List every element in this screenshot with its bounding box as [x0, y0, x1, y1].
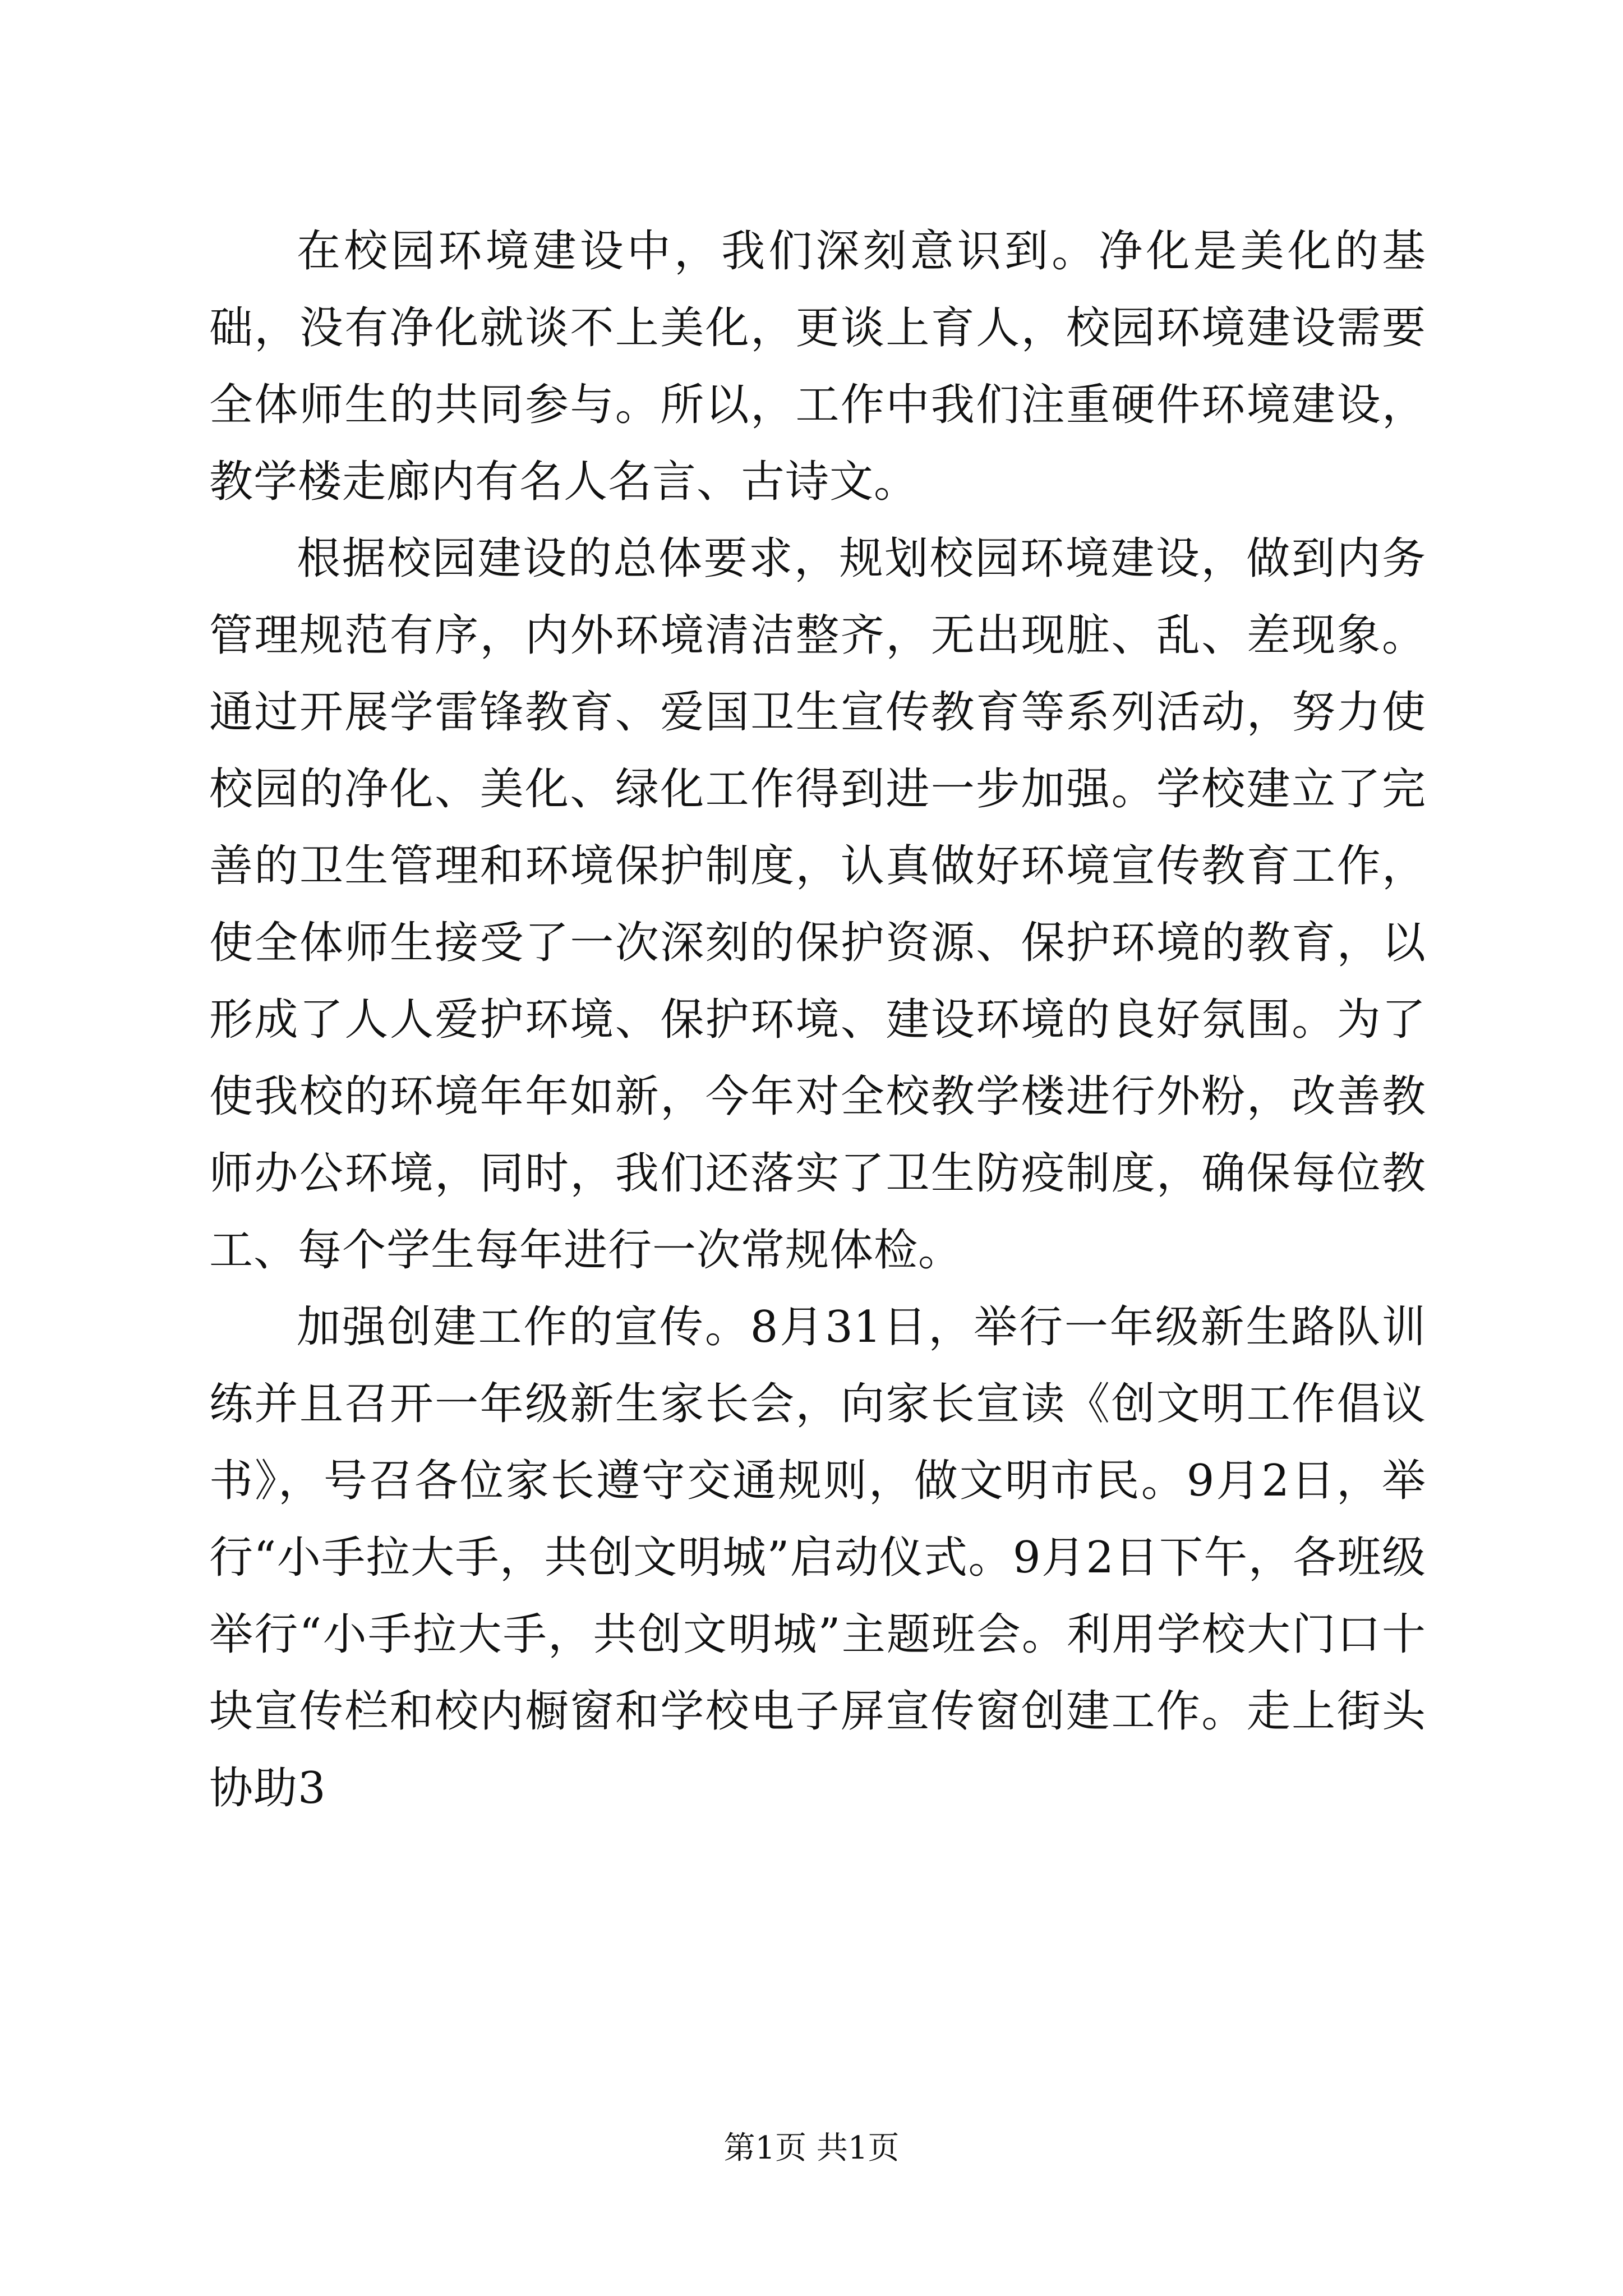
document-body [209, 213, 1426, 1827]
paragraph-3: 加强创建工作的宣传。8月31日，举行一年级新生路队训练并且召开一年级新生家长会，向家长宣读《创文明工作倡议书》，号召各位家长遵守交通规则，做文明市民。9月2日，举行“小手拉大手，共创文明城”启动仪式。9月2日下午，各班级举行“小手拉大手，共创文明城”主题班会。利用学校大门口十块宣传栏和校内橱窗和学校电子屏宣传窗创建工作。走上街头协助3 [209, 1302, 1426, 1814]
paragraph-1: 在校园环境建设中，我们深刻意识到。净化是美化的基础，没有净化就谈不上美化，更谈上育人，校园环境建设需要全体师生的共同参与。所以，工作中我们注重硬件环境建设，教学楼走廊内有名人名言、古诗文。 [209, 226, 1426, 507]
paragraph-2: 根据校园建设的总体要求，规划校园环境建设，做到内务管理规范有序，内外环境清洁整齐，无出现脏、乱、差现象。通过开展学雷锋教育、爱国卫生宣传教育等系列活动，努力使校园的净化、美化、绿化工作得到进一步加强。学校建立了完善的卫生管理和环境保护制度，认真做好环境宣传教育工作，使全体师生接受了一次深刻的保护资源、保护环境的教育，以形成了人人爱护环境、保护环境、建设环境的良好氛围。为了使我校的环境年年如新，今年对全校教学楼进行外粉，改善教师办公环境，同时，我们还落实了卫生防疫制度，确保每位教工、每个学生每年进行一次常规体检。 [209, 533, 1426, 1276]
page-footer: 第1页 共1页 [723, 2130, 900, 2166]
